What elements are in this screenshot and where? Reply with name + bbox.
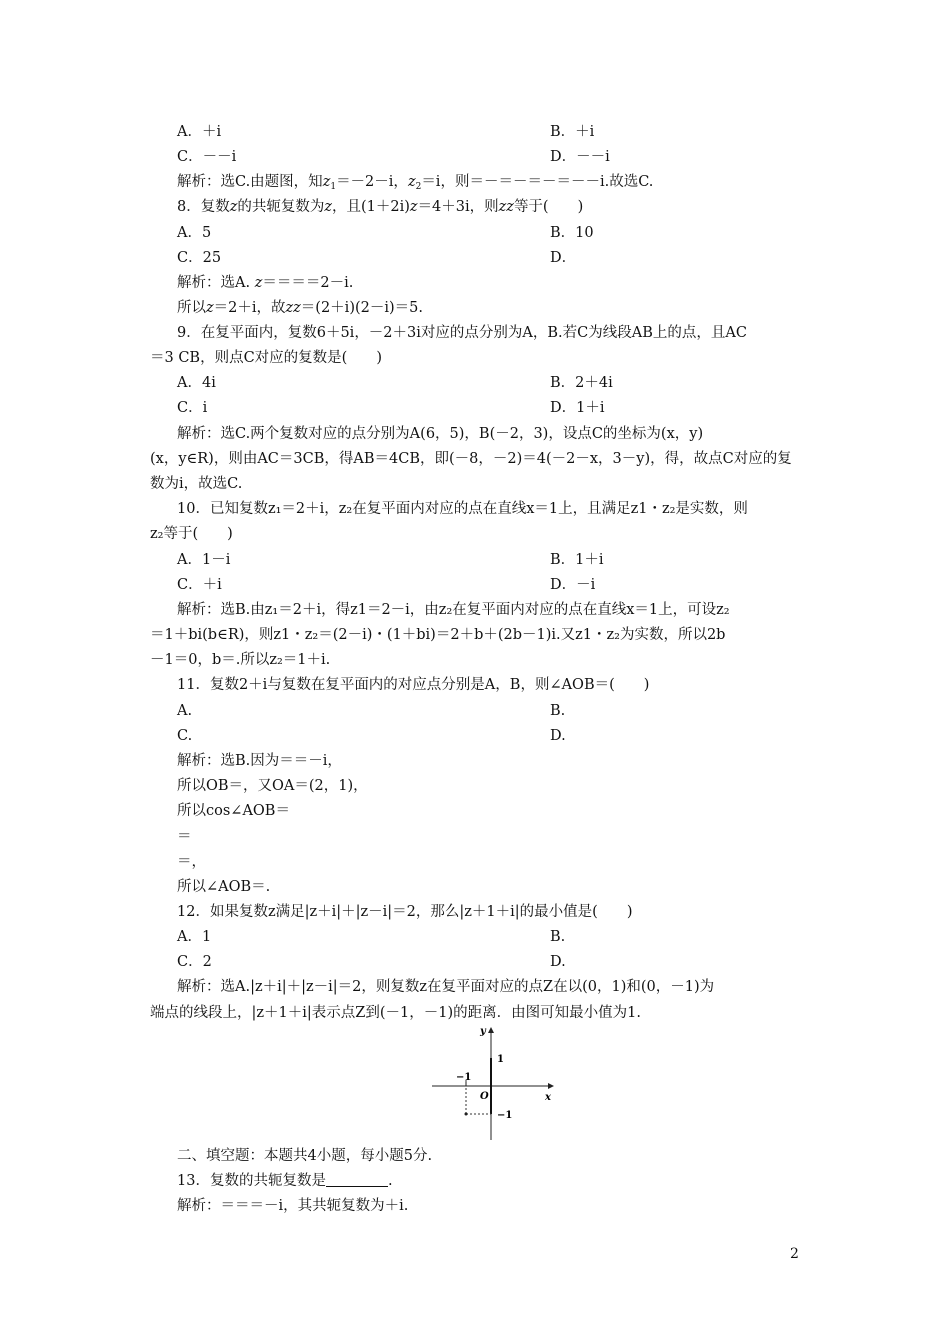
q7-options-row1 xyxy=(0,120,950,145)
q7-option-a: A．＋i xyxy=(177,124,222,140)
q7-solution: 解析：选C.由题图，知$z_1=-2-i$，$z_2=i$，则＝－＝－＝－＝－－i.故选C. xyxy=(177,174,654,192)
q12-option-b: B. xyxy=(550,929,566,945)
q7-option-b: B．＋i xyxy=(550,124,595,140)
section-2-heading: 二、填空题：本题共4小题，每小题5分. xyxy=(177,1148,433,1164)
q10-solution-line3: －1＝0，b＝.所以z₂＝1＋i. xyxy=(150,652,331,668)
q9-solution-line2: (x，y∈R)，则由AC＝3CB，得AB＝4CB，即(－8，－2)＝4(－2－x，3－y)，得，故点C对应的复 xyxy=(150,451,792,467)
q9-stem-line1: 9．在复平面内，复数6＋5i，－2＋3i对应的点分别为A，B.若C为线段AB上的点，且AC xyxy=(177,325,747,341)
q7-options-row2 xyxy=(0,145,950,170)
q11-solution-line4: ＝ xyxy=(177,829,192,845)
q9-solution-line1: 解析：选C.两个复数对应的点分别为A(6，5)，B(－2，3)，设点C的坐标为(x，y) xyxy=(177,426,704,442)
q13-solution: 解析：＝＝＝－i，其共轭复数为＋i. xyxy=(177,1198,409,1214)
q9-solution-line3: 数为i，故选C. xyxy=(150,476,243,492)
q10-options-row1 xyxy=(0,548,950,573)
q8-solution-line2: 所以z＝2＋i，故zz＝(2＋i)(2－i)＝5. xyxy=(177,300,423,316)
x-axis-label: x xyxy=(545,1092,551,1103)
tick-label-neg1-y: −1 xyxy=(497,1110,513,1121)
q10-stem-line1: 10．已知复数z₁＝2＋i，z₂在复平面内对应的点在直线x＝1上，且满足z1・z₂是实数，则 xyxy=(177,501,748,517)
q8-stem: 8．复数z的共轭复数为z，且(1＋2i)z＝4＋3i，则zz等于( ) xyxy=(177,199,584,215)
q11-solution-line3: 所以cos∠AOB＝ xyxy=(177,803,290,819)
tick-label-neg1-x: −1 xyxy=(456,1072,472,1083)
q10-option-b: B．1＋i xyxy=(550,552,604,568)
q7-option-d: D．－－i xyxy=(550,149,610,165)
q11-option-b: B. xyxy=(550,703,566,719)
y-axis-label: y xyxy=(480,1026,486,1037)
q11-option-d: D. xyxy=(550,728,566,744)
q9-option-a: A．4i xyxy=(177,375,216,391)
q9-options-row1 xyxy=(0,371,950,396)
q9-stem-line2: ＝3 CB，则点C对应的复数是( ) xyxy=(150,350,382,366)
q13-stem: 13．复数的共轭复数是 . xyxy=(177,1173,393,1189)
q11-solution-line1: 解析：选B.因为＝＝－i， xyxy=(177,753,342,769)
q11-options-row2 xyxy=(0,724,950,749)
q12-option-a: A．1 xyxy=(177,929,212,945)
q10-option-c: C．＋i xyxy=(177,577,222,593)
q10-solution-line2: ＝1＋bi(b∈R)，则z1・z₂＝(2－i)・(1＋bi)＝2＋b＋(2b－1)i.又z1・z₂为实数，所以2b xyxy=(150,627,726,643)
q10-solution-line1: 解析：选B.由z₁＝2＋i，得z1＝2－i，由z₂在复平面内对应的点在直线x＝1上，可设z₂ xyxy=(177,602,730,618)
q12-solution-line1: 解析：选A.|z＋i|＋|z－i|＝2，则复数z在复平面对应的点Z在以(0，1)和(0，－1)为 xyxy=(177,979,715,995)
q12-options-row1 xyxy=(0,925,950,950)
q9-option-d: D．1＋i xyxy=(550,400,605,416)
q8-solution-line1: 解析：选A. z＝＝＝＝2－i. xyxy=(177,275,354,291)
q11-solution-line2: 所以OB＝，又OA＝(2，1)， xyxy=(177,778,368,794)
q8-option-a: A．5 xyxy=(177,225,212,241)
q12-option-d: D. xyxy=(550,954,566,970)
q12-options-row2 xyxy=(0,950,950,975)
q10-options-row2 xyxy=(0,573,950,598)
q8-option-b: B．10 xyxy=(550,225,594,241)
origin-label: O xyxy=(480,1091,489,1102)
q9-option-c: C．i xyxy=(177,400,208,416)
tick-label-1: 1 xyxy=(497,1054,504,1065)
q12-coordinate-figure xyxy=(425,1022,560,1142)
q8-options-row1 xyxy=(0,221,950,246)
q10-option-d: D．－i xyxy=(550,577,596,593)
q12-solution-line2: 端点的线段上，|z＋1＋i|表示点Z到(－1，－1)的距离．由图可知最小值为1. xyxy=(150,1005,641,1021)
q10-stem-line2: z₂等于( ) xyxy=(150,526,233,542)
q8-options-row2 xyxy=(0,246,950,271)
q11-option-a: A. xyxy=(177,703,193,719)
point-neg1-neg1 xyxy=(465,1113,468,1116)
q11-options-row1 xyxy=(0,699,950,724)
q10-option-a: A．1－i xyxy=(177,552,231,568)
q9-option-b: B．2＋4i xyxy=(550,375,613,391)
q11-stem: 11．复数2＋i与复数在复平面内的对应点分别是A，B，则∠AOB＝( ) xyxy=(177,677,650,693)
q13-answer-blank[interactable] xyxy=(326,1172,388,1187)
q8-option-c: C．25 xyxy=(177,250,222,266)
q9-options-row2 xyxy=(0,396,950,421)
q11-solution-line6: 所以∠AOB＝. xyxy=(177,879,271,895)
q11-option-c: C. xyxy=(177,728,193,744)
q7-option-c: C．－－i xyxy=(177,149,237,165)
q11-solution-line5: ＝， xyxy=(177,854,206,870)
q8-option-d: D． xyxy=(550,250,577,266)
page-number: 2 xyxy=(790,1246,799,1262)
q12-stem: 12．如果复数z满足|z＋i|＋|z－i|＝2，那么|z＋1＋i|的最小值是( ) xyxy=(177,904,633,920)
q12-option-c: C．2 xyxy=(177,954,212,970)
